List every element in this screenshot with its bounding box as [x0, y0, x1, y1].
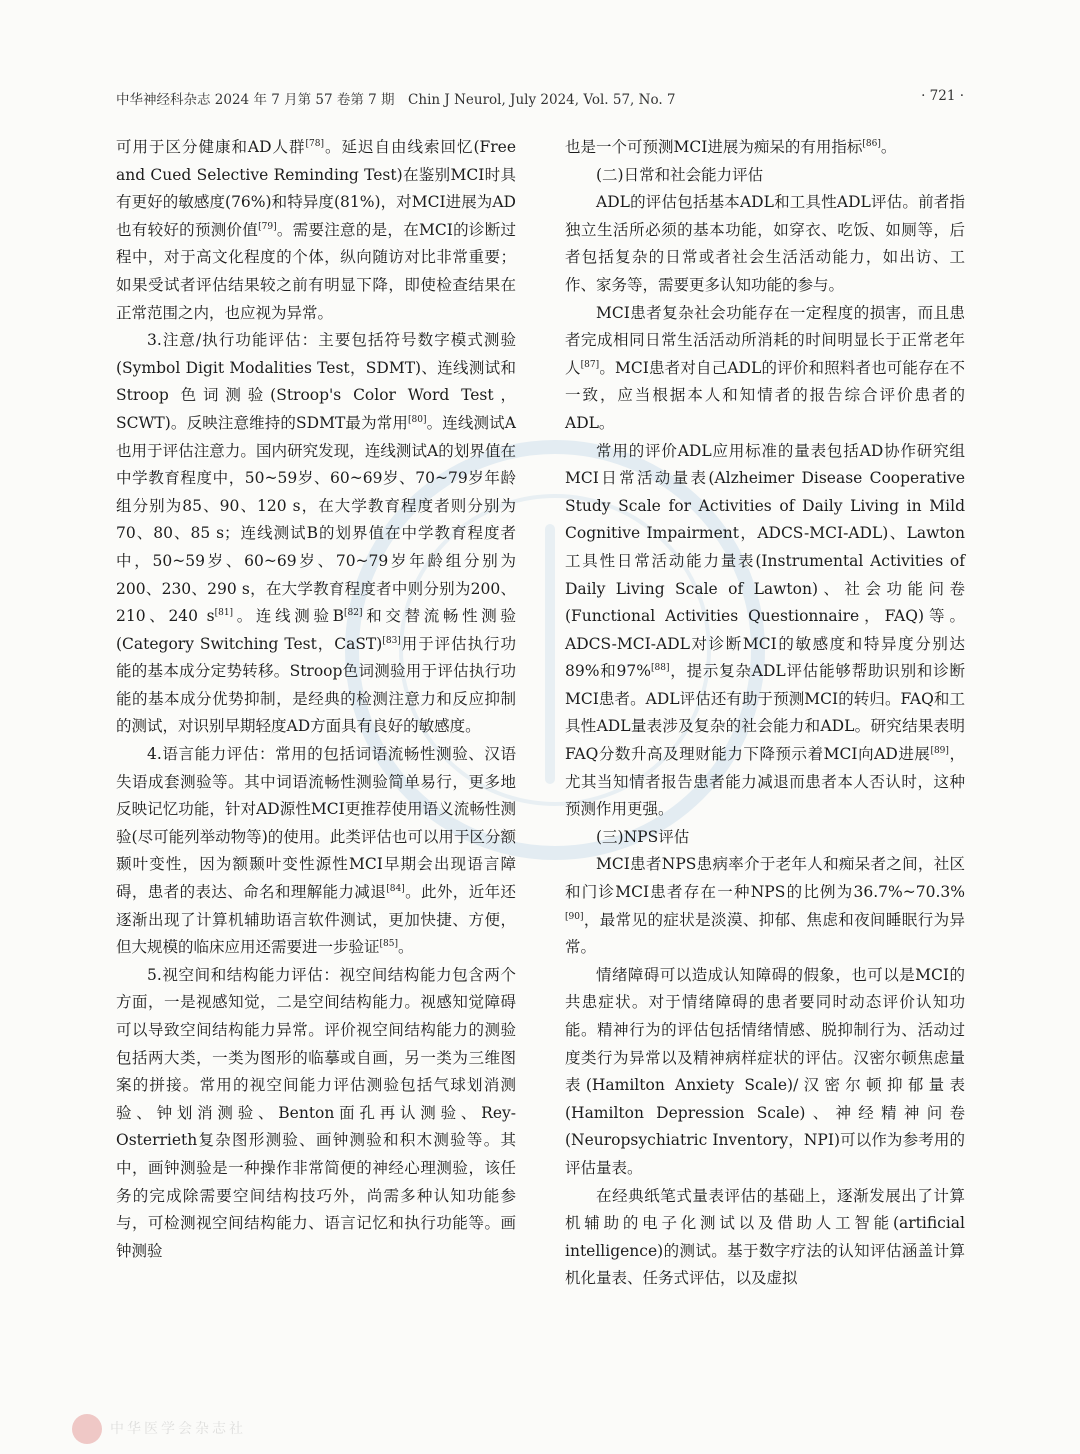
publisher-logo: [72, 1412, 432, 1448]
right-column: [565, 134, 965, 1293]
paragraph-text: 。此外，近年还逐渐出现了计算机辅助语言软件测试，更加快捷、方便，但大规模的临床应用还需要进一步验证: [116, 883, 516, 957]
reference-citation[interactable]: [85]: [379, 939, 398, 950]
reference-citation[interactable]: [88]: [651, 663, 670, 674]
reference-citation[interactable]: [89]: [930, 745, 949, 756]
paragraph-text: 3.注意/执行功能评估：主要包括符号数字模式测验(Symbol Digit Modalities Test，SDMT)、连线测试和 Stroop 色词测验(Stroop's Color Word Test，SCWT)。反映注意维持的SDMT最为常用: [116, 331, 516, 432]
reference-citation[interactable]: [80]: [407, 414, 427, 425]
reference-citation[interactable]: [79]: [258, 221, 277, 232]
paragraph-r4: [565, 300, 965, 438]
reference-citation[interactable]: [78]: [305, 138, 325, 149]
paragraph-r3: [565, 189, 965, 299]
paragraph-r7: [565, 851, 965, 961]
paragraph-text: (三)NPS评估: [596, 827, 690, 846]
paragraph-text: 。: [398, 938, 414, 957]
paragraph-r2: [565, 162, 965, 190]
paragraph-r6: [565, 824, 965, 852]
paragraph-l4: [116, 962, 516, 1266]
paragraph-text: 在经典纸笔式量表评估的基础上，逐渐发展出了计算机辅助的电子化测试以及借助人工智能(artificial intelligence)的测试。基于数字疗法的认知评估涵盖计算机化量表、任务式评估，以及虚拟: [565, 1186, 965, 1288]
journal-citation: 中华神经科杂志 2024 年 7 月第 57 卷第 7 期 Chin J Neurol, July 2024, Vol. 57, No. 7: [116, 92, 676, 108]
paragraph-text: 和交替流畅性测验(Category Switching Test，CaST): [116, 607, 516, 653]
paragraph-text: (二)日常和社会能力评估: [596, 165, 764, 184]
paragraph-r8: [565, 962, 965, 1183]
paragraph-text: MCI患者复杂社会功能存在一定程度的损害，而且患者完成相同日常生活活动所消耗的时间明显长于正常老年人: [565, 303, 965, 377]
publisher-name: 中华医学会杂志社: [110, 1421, 246, 1437]
paragraph-text: 5.视空间和结构能力评估：视空间结构能力包含两个方面，一是视感知觉，二是空间结构能力。视感知觉障碍可以导致空间结构能力异常。评价视空间结构能力的测验包括两大类，一类为图形的临摹或自画，另一类为三维图案的拼接。常用的视空间能力评估测验包括气球划消测验、钟划消测验、Benton面孔再认测验、Rey-Osterrieth复杂图形测验、画钟测验和积木测验等。其中，画钟测验是一种操作非常简便的神经心理测验，该任务的完成除需要空间结构技巧外，尚需多种认知功能参与，可检测视空间结构能力、语言记忆和执行功能等。画钟测验: [116, 965, 516, 1260]
watermark-staff: [545, 524, 555, 784]
paragraph-text: 。延迟自由线索回忆(Free and Cued Selective Reminding Test)在鉴别MCI时具有更好的敏感度(76%)和特异度(81%)，对MCI进展为AD也有较好的预测价值: [116, 138, 517, 239]
reference-citation[interactable]: [84]: [386, 883, 405, 894]
paragraph-text: 。连线测验B: [233, 607, 345, 626]
paragraph-r9: [565, 1183, 965, 1293]
left-column: [116, 134, 516, 1265]
paragraph-text: MCI患者NPS患病率介于老年人和痴呆者之间，社区和门诊MCI患者存在一种NPS的比例为36.7%~70.3%: [565, 855, 965, 902]
paragraph-text: 。需要注意的是，在MCI的诊断过程中，对于高文化程度的个体，纵向随访对比非常重要；如果受试者评估结果较之前有明显下降，即使检查结果在正常范围之内，也应视为异常。: [116, 220, 516, 322]
publisher-seal-icon: [72, 1414, 102, 1444]
paragraph-r5: [565, 438, 965, 824]
reference-citation[interactable]: [83]: [382, 635, 401, 646]
paragraph-text: ，提示复杂ADL评估能够帮助识别和诊断MCI患者。ADL评估还有助于预测MCI的转归。FAQ和工具性ADL量表涉及复杂的社会能力和ADL。研究结果表明FAQ分数升高及理财能力下降预示着MCI向AD进展: [565, 662, 966, 764]
paragraph-text: 可用于区分健康和AD人群: [116, 138, 306, 156]
paragraph-r1: [565, 134, 965, 162]
paragraph-text: 4.语言能力评估：常用的包括词语流畅性测验、汉语失语成套测验等。其中词语流畅性测验简单易行，更多地反映记忆功能，针对AD源性MCI更推荐使用语义流畅性测验(尽可能列举动物等)的使用。此类评估也可以用于区分额颞叶变性，因为额颞叶变性源性MCI早期会出现语言障碍，患者的表达、命名和理解能力减退: [116, 745, 516, 902]
paragraph-l2: [116, 327, 516, 741]
paragraph-text: 。: [880, 138, 897, 156]
paragraph-text: 也是一个可预测MCI进展为痴呆的有用指标: [565, 138, 863, 156]
paragraph-text: ADL的评估包括基本ADL和工具性ADL评估。前者指独立生活所必须的基本功能，如穿衣、吃饭、如厕等，后者包括复杂的日常或者社会生活活动能力，如出访、工作、家务等，需要更多认知功能的参与。: [565, 193, 965, 294]
reference-citation[interactable]: [81]: [214, 607, 234, 618]
reference-citation[interactable]: [82]: [344, 607, 363, 618]
paragraph-text: ，尤其当知情者报告患者能力减退而患者本人否认时，这种预测作用更强。: [565, 745, 965, 819]
paragraph-l3: [116, 741, 516, 962]
paragraph-text: ，最常见的症状是淡漠、抑郁、焦虑和夜间睡眠行为异常。: [565, 910, 965, 957]
reference-citation[interactable]: [87]: [580, 359, 600, 370]
paragraph-text: 。MCI患者对自己ADL的评价和照料者也可能存在不一致，应当根据本人和知情者的报告综合评价患者的ADL。: [565, 358, 965, 432]
paragraph-text: 。连线测试A也用于评估注意力。国内研究发现，连线测试A的划界值在中学教育程度中，50~59岁、60~69岁、70~79岁年龄组分别为85、90、120 s，在大学教育程度者则分别为70、80、85 s；连线测试B的划界值在中学教育程度者中，50~59岁、60~69岁、70~79岁年龄组分别为200、230、290 s，在大学教育程度者中则分别为200、210、240 s: [116, 413, 516, 626]
reference-citation[interactable]: [90]: [565, 911, 584, 922]
reference-citation[interactable]: [86]: [862, 138, 881, 149]
paragraph-text: 常用的评价ADL应用标准的量表包括AD协作研究组MCI日常活动量表(Alzheimer Disease Cooperative Study Scale for Activities of Daily Living in Mild Cognitive Impairment，ADCS-MCI-ADL)、Lawton工具性日常活动能力量表(Instrumental Activities of Daily Living Scale of Lawton)、社会功能问卷(Functional Activities Questionnaire，FAQ)等。ADCS-MCI-ADL对诊断MCI的敏感度和特异度分别达89%和97%: [565, 441, 965, 681]
running-header: [116, 88, 964, 108]
paragraph-l1: [116, 134, 516, 327]
paragraph-text: 用于评估执行功能的基本成分定势转移。Stroop色词测验用于评估执行功能的基本成分优势抑制，是经典的检测注意力和反应抑制的测试，对识别早期轻度AD方面具有良好的敏感度。: [116, 634, 516, 736]
page-number: · 721 ·: [921, 88, 964, 104]
paragraph-text: 情绪障碍可以造成认知障碍的假象，也可以是MCI的共患症状。对于情绪障碍的患者要同时动态评价认知功能。精神行为的评估包括情绪情感、脱抑制行为、活动过度类行为异常以及精神病样症状的评估。汉密尔顿焦虑量表(Hamilton Anxiety Scale)/汉密尔顿抑郁量表(Hamilton Depression Scale)、神经精神问卷(Neuropsychiatric Inventory，NPI)可以作为参考用的评估量表。: [565, 965, 965, 1177]
